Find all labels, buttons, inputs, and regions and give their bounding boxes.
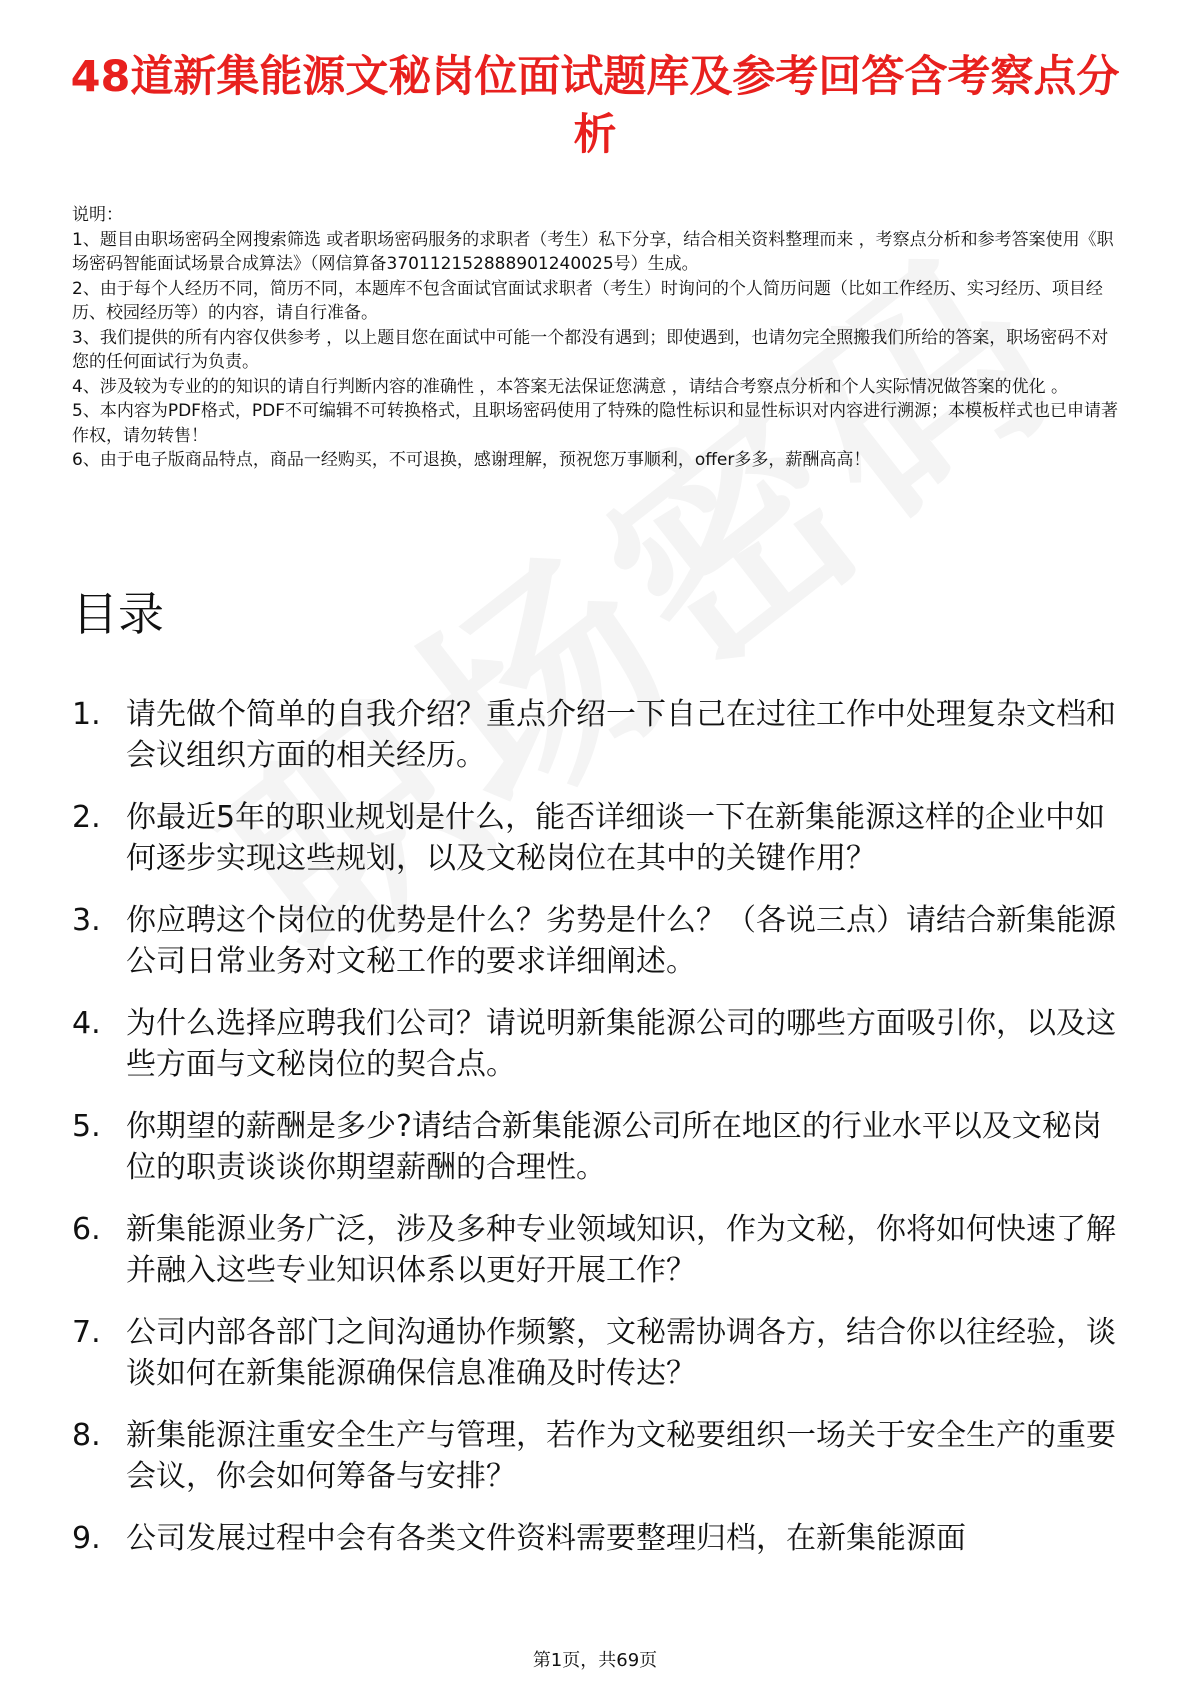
toc-item[interactable] xyxy=(72,797,1127,879)
toc-item[interactable] xyxy=(72,1518,1127,1559)
toc-item-text: 你期望的薪酬是多少?请结合新集能源公司所在地区的行业水平以及文秘岗位的职责谈谈你期望薪酬的合理性。 xyxy=(126,1109,1102,1185)
toc-item-text: 为什么选择应聘我们公司？请说明新集能源公司的哪些方面吸引你，以及这些方面与文秘岗位的契合点。 xyxy=(126,1006,1116,1082)
toc-item-text: 你最近5年的职业规划是什么，能否详细谈一下在新集能源这样的企业中如何逐步实现这些规划，以及文秘岗位在其中的关键作用？ xyxy=(126,800,1106,876)
toc-item-number: 3. xyxy=(72,903,101,938)
note-item: 5、本内容为PDF格式，PDF不可编辑不可转换格式，且职场密码使用了特殊的隐性标识和显性标识对内容进行溯源；本模板样式也已申请著作权，请勿转售！ xyxy=(72,401,1119,446)
notes-section xyxy=(72,203,1122,473)
toc-item-number: 7. xyxy=(72,1315,101,1350)
toc-item[interactable] xyxy=(72,1003,1127,1085)
toc-item[interactable] xyxy=(72,900,1127,982)
note-item: 1、题目由职场密码全网搜索筛选 或者职场密码服务的求职者（考生）私下分享，结合相关资料整理而来 ，考察点分析和参考答案使用《职场密码智能面试场景合成算法》（网信算备370112152888901240025号）生成。 xyxy=(72,229,1114,274)
toc-list xyxy=(72,694,1127,1580)
note-item: 2、由于每个人经历不同，简历不同，本题库不包含面试官面试求职者（考生）时询问的个人简历问题（比如工作经历、实习经历、项目经历、校园经历等）的内容，请自行准备。 xyxy=(72,278,1103,323)
toc-item-number: 9. xyxy=(72,1521,101,1556)
toc-item[interactable] xyxy=(72,694,1127,776)
note-item: 4、涉及较为专业的的知识的请自行判断内容的准确性 ，本答案无法保证您满意 ，请结合考察点分析和个人实际情况做答案的优化 。 xyxy=(72,376,1069,397)
toc-item-number: 1. xyxy=(72,697,101,732)
toc-item-text: 请先做个简单的自我介绍？重点介绍一下自己在过往工作中处理复杂文档和会议组织方面的相关经历。 xyxy=(126,697,1116,773)
notes-heading: 说明： xyxy=(72,205,123,225)
toc-item-text: 新集能源注重安全生产与管理，若作为文秘要组织一场关于安全生产的重要会议，你会如何筹备与安排？ xyxy=(126,1418,1116,1494)
toc-item-number: 4. xyxy=(72,1006,101,1041)
toc-item[interactable] xyxy=(72,1106,1127,1188)
note-item: 3、我们提供的所有内容仅供参考 ，以上题目您在面试中可能一个都没有遇到；即使遇到，也请勿完全照搬我们所给的答案，职场密码不对您的任何面试行为负责。 xyxy=(72,327,1109,372)
toc-item-number: 2. xyxy=(72,800,101,835)
toc-item[interactable] xyxy=(72,1415,1127,1497)
toc-item-number: 5. xyxy=(72,1109,101,1144)
note-item: 6、由于电子版商品特点，商品一经购买，不可退换，感谢理解，预祝您万事顺利，offer多多，薪酬高高！ xyxy=(72,450,871,470)
toc-item[interactable] xyxy=(72,1209,1127,1291)
toc-item-text: 你应聘这个岗位的优势是什么？劣势是什么？（各说三点）请结合新集能源公司日常业务对文秘工作的要求详细阐述。 xyxy=(126,903,1116,979)
page-footer: 第1页，共69页 xyxy=(532,1650,658,1671)
toc-item-number: 6. xyxy=(72,1212,101,1247)
toc-heading: 目录 xyxy=(72,587,164,641)
document-title: 48道新集能源文秘岗位面试题库及参考回答含考察点分析 xyxy=(70,52,1120,160)
toc-item-text: 公司内部各部门之间沟通协作频繁，文秘需协调各方，结合你以往经验，谈谈如何在新集能源确保信息准确及时传达？ xyxy=(126,1315,1116,1391)
toc-item-text: 新集能源业务广泛，涉及多种专业领域知识，作为文秘，你将如何快速了解并融入这些专业知识体系以更好开展工作？ xyxy=(126,1212,1116,1288)
toc-item-text: 公司发展过程中会有各类文件资料需要整理归档，在新集能源面 xyxy=(126,1521,966,1556)
toc-item-number: 8. xyxy=(72,1418,101,1453)
toc-item[interactable] xyxy=(72,1312,1127,1394)
